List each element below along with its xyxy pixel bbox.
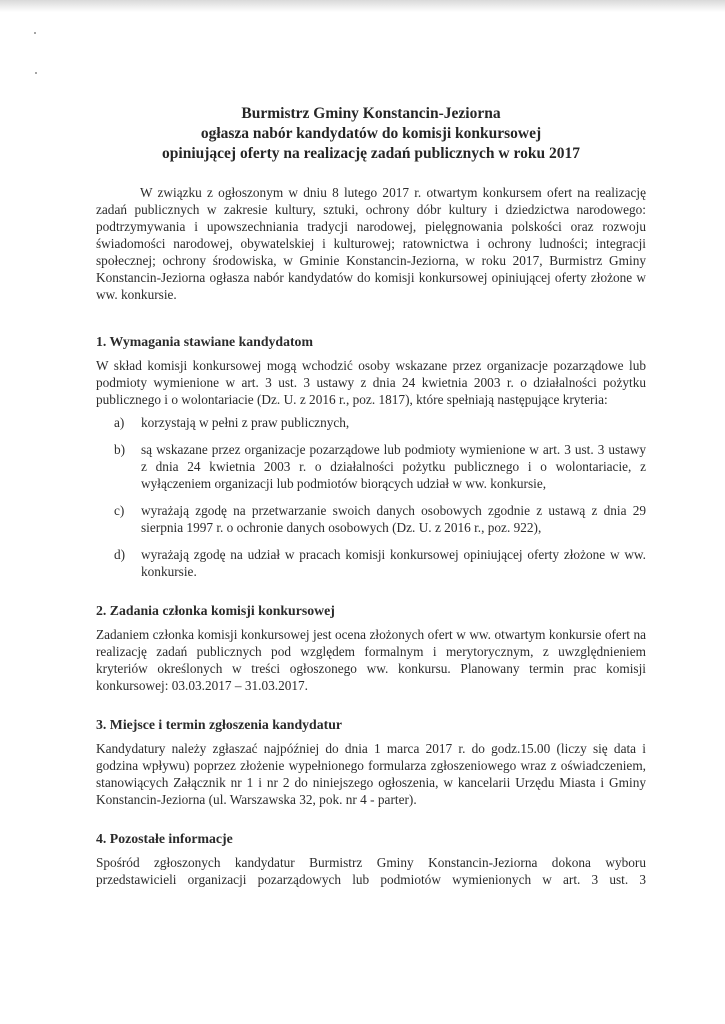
scan-speck [34, 32, 36, 34]
section-heading: 4. Pozostałe informacje [96, 831, 233, 846]
criteria-list [96, 414, 646, 580]
section-heading: 3. Miejsce i termin zgłoszenia kandydatur [96, 717, 343, 732]
list-item-text: są wskazane przez organizacje pozarządowe lub podmioty wymienione w art. 3 ust. 3 ustawy z dnia 24 kwietnia 2003 r. o działalności pożytku publicznego i o wolontariacie, z wyłączeniem organizacji lub podmiotów biorących udział w ww. konkursie, [141, 442, 646, 491]
section-text: Kandydatury należy zgłaszać najpóźniej do dnia 1 marca 2017 r. do godz.15.00 (liczy się data i godzina wpływu) poprzez złożenie wypełnionego formularza zgłoszeniowego wraz z oświadczeniem, stanowiących Załącznik nr 1 i nr 2 do niniejszego ogłoszenia, w kancelarii Urzędu Miasta i Gminy Konstancin-Jeziorna (ul. Warszawska 32, pok. nr 4 - parter). [96, 741, 646, 807]
list-marker: b) [114, 442, 126, 457]
section-text: Spośród zgłoszonych kandydatur Burmistrz Gminy Konstancin-Jeziorna dokona wyboru przedstawicieli organizacji pozarządowych lub podmiotów wymienionych w art. 3 ust. 3 [96, 855, 646, 887]
section-text: Zadaniem członka komisji konkursowej jest ocena złożonych ofert w ww. otwartym konkursie ofert na realizację zadań publicznych pod względem formalnym i merytorycznym, z uwzględnieniem kryteriów określonych w treści ogłoszonego ww. konkursu. Planowany termin prac komisji konkursowej: 03.03.2017 – 31.03.2017. [96, 627, 646, 693]
list-item-text: wyrażają zgodę na przetwarzanie swoich danych osobowych zgodnie z ustawą z dnia 29 sierpnia 1997 r. o ochronie danych osobowych (Dz. U. z 2016 r., poz. 922), [141, 503, 646, 535]
section-text: W skład komisji konkursowej mogą wchodzić osoby wskazane przez organizacje pozarządowe lub podmioty wymienione w art. 3 ust. 3 ustawy z dnia 24 kwietnia 2003 r. o działalności pożytku publicznego i o wolontariacie (Dz. U. z 2016 r., poz. 1817), które spełniają następujące kryteria: [96, 358, 646, 407]
list-item [96, 502, 646, 536]
scan-speck [35, 72, 37, 74]
list-marker: d) [114, 547, 126, 562]
section-duties [96, 602, 646, 694]
title-line-2: ogłasza nabór kandydatów do komisji konkursowej [200, 125, 542, 142]
scan-edge-shadow [0, 0, 725, 12]
document-title [96, 104, 646, 164]
list-item [96, 441, 646, 492]
list-item-text: korzystają w pełni z praw publicznych, [141, 415, 350, 430]
section-submission [96, 716, 646, 808]
list-marker: a) [114, 415, 125, 430]
title-line-3: opiniującej oferty na realizację zadań publicznych w roku 2017 [162, 145, 580, 162]
list-item [96, 546, 646, 580]
section-heading: 1. Wymagania stawiane kandydatom [96, 334, 313, 349]
list-item [96, 414, 646, 431]
section-heading: 2. Zadania członka komisji konkursowej [96, 603, 335, 618]
intro-paragraph: W związku z ogłoszonym w dniu 8 lutego 2017 r. otwartym konkursem ofert na realizację zadań publicznych w zakresie kultury, sztuki, ochrony dóbr kultury i dziedzictwa narodowego: podtrzymywania i upowszechniania tradycji narodowej, pielęgnowania polskości oraz rozwoju świadomości narodowej, obywatelskiej i kulturowej; ratownictwa i ochrony ludności; integracji społecznej; ochrony środowiska, w Gminie Konstancin-Jeziorna, w roku 2017, Burmistrz Gminy Konstancin-Jeziorna ogłasza nabór kandydatów do komisji konkursowej opiniującej oferty złożone w ww. konkursie. [96, 185, 646, 302]
section-requirements [96, 333, 646, 580]
section-other-info [96, 830, 646, 888]
list-marker: c) [114, 503, 125, 518]
title-line-1: Burmistrz Gminy Konstancin-Jeziorna [241, 105, 501, 122]
list-item-text: wyrażają zgodę na udział w pracach komisji konkursowej opiniującej oferty złożone w ww. konkursie. [141, 547, 646, 579]
document-page [96, 104, 646, 888]
